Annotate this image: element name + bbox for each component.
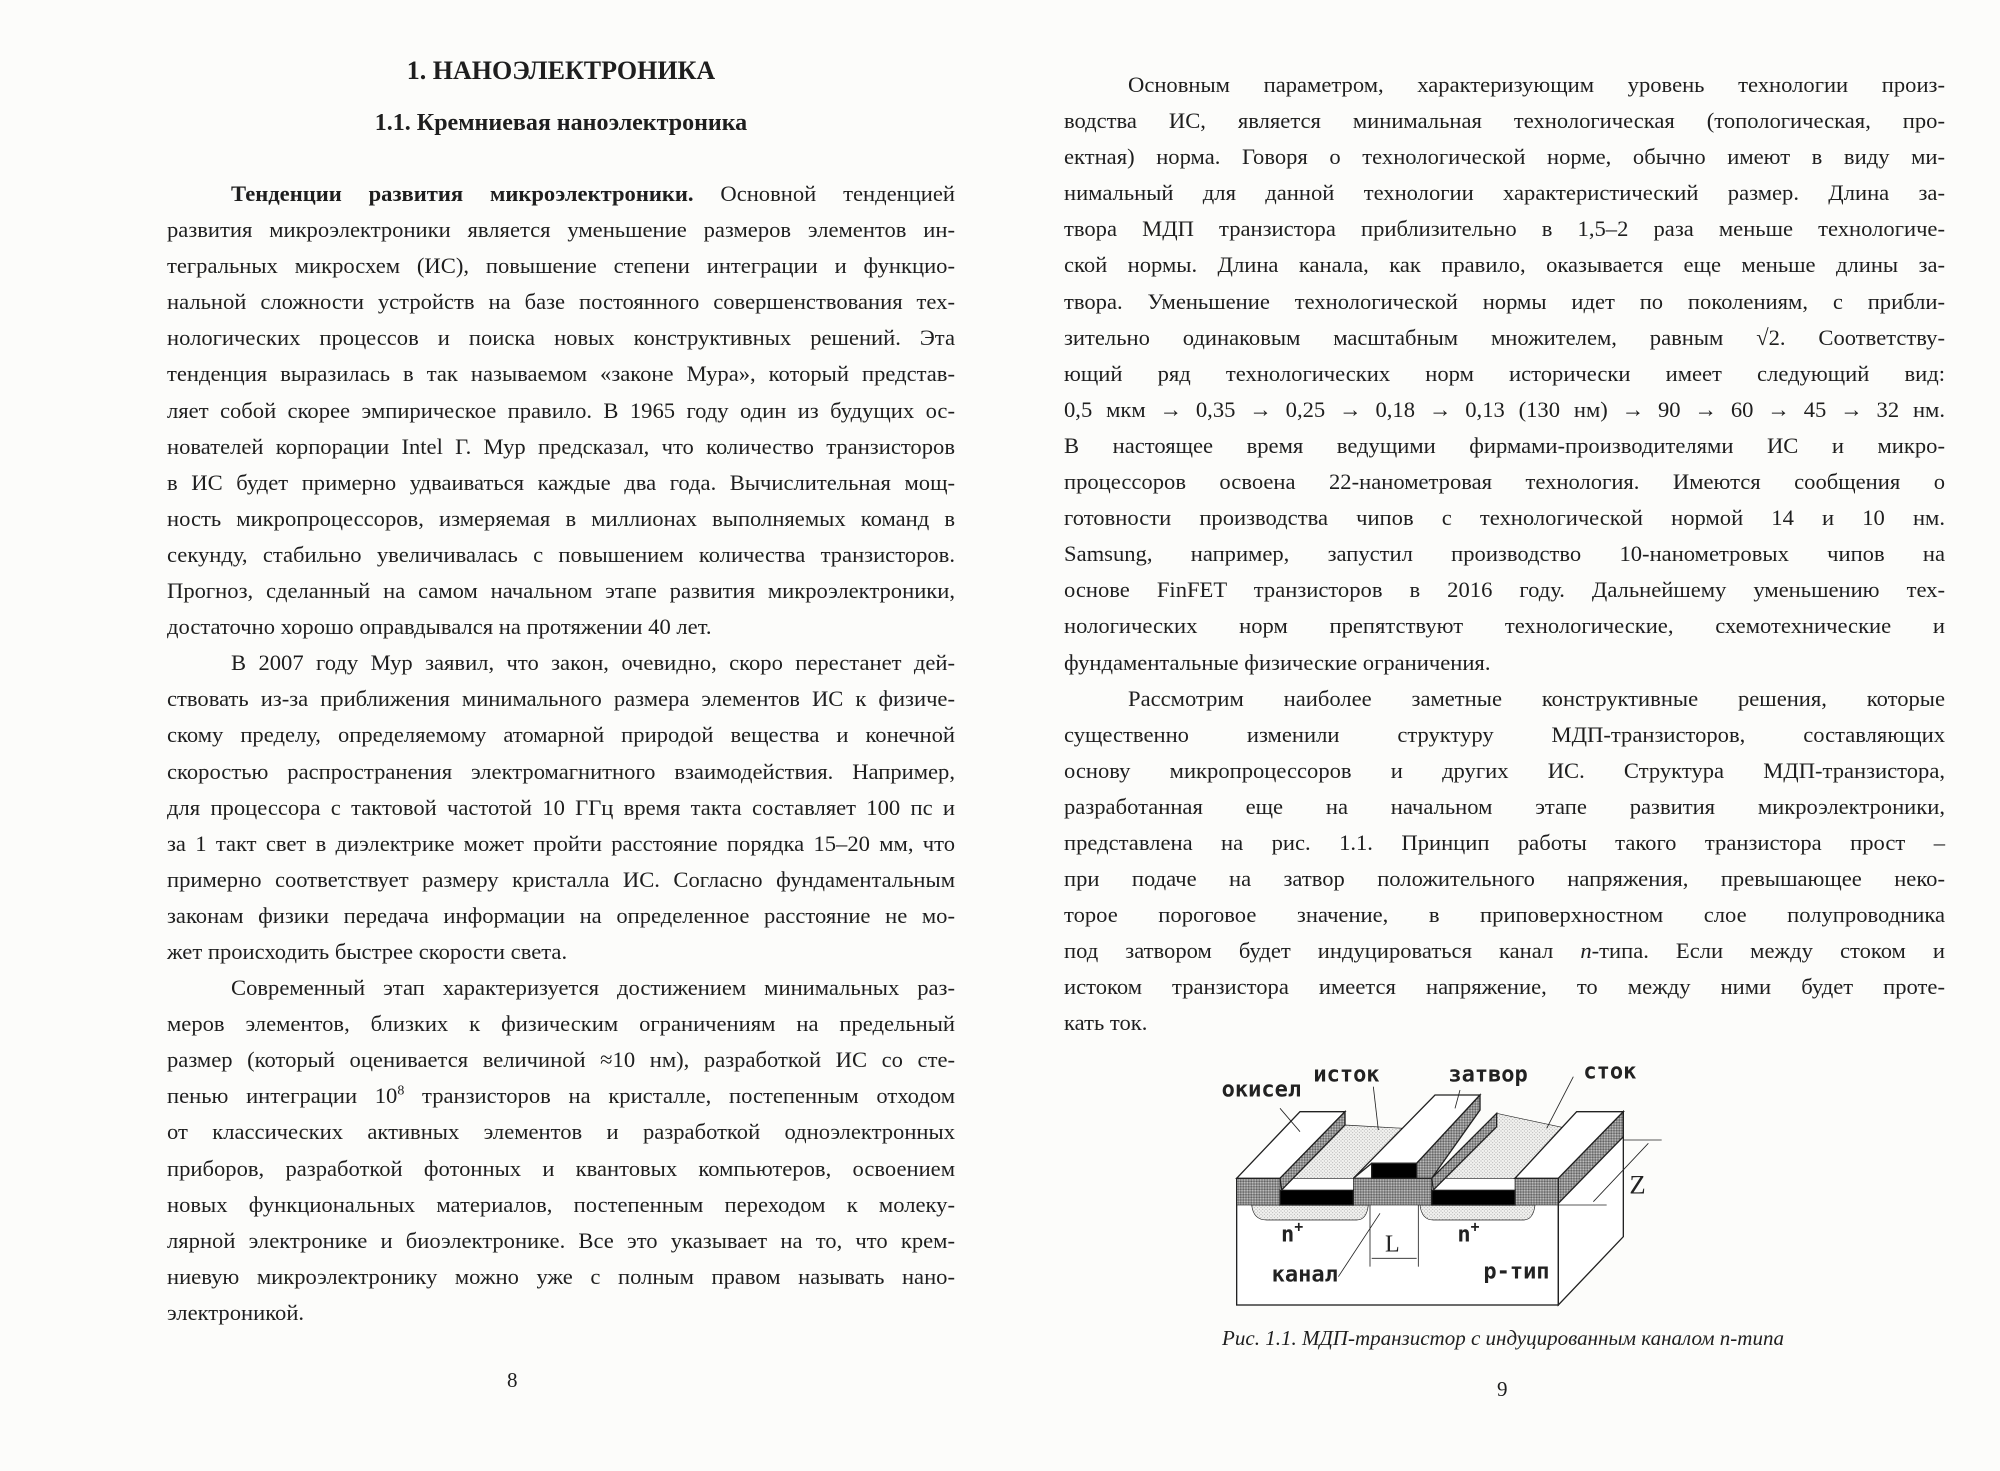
text-line: истоком транзистора имеется напряжение, то между ними будет проте- <box>1064 974 1945 1000</box>
text-line: в ИС будет примерно удваиваться каждые два года. Вычислительная мощ- <box>167 469 955 495</box>
text-line: нимальный для данной технологии характеристический размер. Длина за- <box>1064 180 1945 206</box>
n-plus-well-right <box>1420 1205 1535 1220</box>
text-line: приборов, разработкой фотонных и квантовых компьютеров, освоением <box>167 1155 955 1181</box>
figure-caption: Рис. 1.1. МДП-транзистор с индуцированным каналом n-типа <box>1222 1326 1784 1350</box>
text-line: от классических активных элементов и разработкой одноэлектронных <box>167 1119 955 1145</box>
text-line <box>167 176 955 212</box>
text-line: достаточно хорошо оправдывался на протяжении 40 лет. <box>167 614 712 640</box>
text-line: основу микропроцессоров и других ИС. Структура МДП-транзистора, <box>1064 757 1945 783</box>
text-line: ность микропроцессоров, измеряемая в миллионах выполняемых команд в <box>167 505 955 531</box>
text-line: нологических процессов и поиска новых конструктивных решений. Эта <box>167 325 955 351</box>
text-line: ектная) норма. Говоря о технологической норме, обычно имеют в виду ми- <box>1064 144 1945 170</box>
text-segment: транзисторов на кристалле, постепенным отходом <box>404 1083 955 1109</box>
text-line: законам физики передача информации на определенное расстояние не мо- <box>167 902 955 928</box>
text-line: представлена на рис. 1.1. Принцип работы такого транзистора прост – <box>1064 829 1945 855</box>
text-line: скому пределу, определяемому атомарной природой вещества и конечной <box>167 722 955 748</box>
label-drain: сток <box>1583 1059 1637 1085</box>
text-line: торое пороговое значение, в приповерхностном слое полупроводника <box>1064 902 1945 928</box>
text-line <box>167 1078 955 1114</box>
label-plus-left: + <box>1294 1218 1304 1236</box>
text-line: нологических норм препятствуют технологические, схемотехнические и <box>1064 613 1945 639</box>
text-line: Основным параметром, характеризующим уровень технологии произ- <box>1128 72 1945 97</box>
text-line: примерно соответствует размеру кристалла ИС. Согласно фундаментальным <box>167 866 955 892</box>
text-line: секунду, стабильно увеличивалась с повышением количества транзисторов. <box>167 541 955 567</box>
text-line: твора. Уменьшение технологической нормы идет по поколениям, с прибли- <box>1064 288 1945 314</box>
label-plus-right: + <box>1470 1218 1480 1236</box>
drain-contact <box>1432 1190 1515 1205</box>
text-line: развития микроэлектроники является уменьшение размеров элементов ин- <box>167 217 955 243</box>
label-gate: затвор <box>1448 1062 1528 1088</box>
text-line: скоростью распространения электромагнитного взаимодействия. Например, <box>167 758 955 784</box>
label-channel: канал <box>1271 1262 1338 1288</box>
text-line: водства ИС, является минимальная технологическая (топологическая, про- <box>1064 108 1945 134</box>
text-line: основе FinFET транзисторов в 2016 году. Дальнейшему уменьшению тех- <box>1064 577 1945 603</box>
text-line: фундаментальные физические ограничения. <box>1064 649 1491 675</box>
text-line: Samsung, например, запустил производство 10-нанометровых чипов на <box>1064 541 1945 567</box>
text-line: В 2007 году Мур заявил, что закон, очевидно, скоро перестанет дей- <box>231 650 955 676</box>
page-number-left: 8 <box>507 1368 518 1392</box>
chapter-title: 1. НАНОЭЛЕКТРОНИКА <box>406 56 716 85</box>
section-title: 1.1. Кремниевая наноэлектроника <box>374 110 748 136</box>
label-oxide: окисел <box>1221 1077 1302 1103</box>
text-line <box>1064 933 1945 969</box>
label-source: исток <box>1313 1062 1380 1088</box>
text-line: В настоящее время ведущими фирмами-производителями ИС и микро- <box>1064 432 1945 458</box>
text-line: нователей корпорации Intel Г. Мур предсказал, что количество транзисторов <box>167 433 955 459</box>
text-line: Рассмотрим наиболее заметные конструктивные решения, которые <box>1128 685 1945 711</box>
text-line: существенно изменили структуру МДП-транзисторов, составляющих <box>1064 721 1945 747</box>
text-line: тегральных микросхем (ИС), повышение степени интеграции и функцио- <box>167 253 955 279</box>
text-line: тенденция выразилась в так называемом «законе Мура», который представ- <box>167 361 955 387</box>
run-in-heading: Тенденции развития микроэлектроники. <box>231 181 694 206</box>
text-line: процессоров освоена 22-нанометровая технология. Имеются сообщения о <box>1064 469 1945 495</box>
mosfet-figure <box>1200 1050 1850 1350</box>
text-line: для процессора с тактовой частотой 10 ГГц время такта составляет 100 пс и <box>167 794 955 820</box>
label-n-plus-left: n <box>1281 1222 1295 1248</box>
text-line: меров элементов, близких к физическим ограничениям на предельный <box>167 1011 955 1037</box>
text-line: жет происходить быстрее скорости света. <box>167 938 568 964</box>
text-line: ляет собой скорее эмпирическое правило. В 1965 году один из будущих ос- <box>167 397 955 423</box>
page-number-right: 9 <box>1497 1377 1508 1401</box>
text-line: Современный этап характеризуется достижением минимальных раз- <box>231 975 955 1001</box>
text-line: при подаче на затвор положительного напряжения, превышающее неко- <box>1064 866 1945 892</box>
text-line: ющий ряд технологических норм исторически имеет следующий вид: <box>1064 360 1945 386</box>
text-segment: под затвором будет индуцироваться канал <box>1064 938 1581 964</box>
text-line: ниевую микроэлектронику можно уже с полным правом называть нано- <box>167 1263 955 1289</box>
n-plus-well-left <box>1252 1205 1369 1220</box>
text-segment: n <box>1580 938 1592 964</box>
text-segment: 8 <box>397 1083 405 1099</box>
label-n-plus-right: n <box>1457 1222 1471 1248</box>
text-line: готовности производства чипов с технологической нормой 14 и 10 нм. <box>1064 505 1945 531</box>
text-line: ской нормы. Длина канала, как правило, оказывается еще меньше длины за- <box>1064 252 1945 278</box>
text-line: зительно одинаковым масштабным множителем, равным √2. Соответству- <box>1064 324 1945 350</box>
right-page-text <box>1064 67 1945 1042</box>
label-length-l: L <box>1385 1231 1400 1258</box>
text-segment: -типа. Если между стоком и <box>1591 938 1945 964</box>
text-line: электроникой. <box>167 1299 305 1325</box>
text-line: разработанная еще на начальном этапе развития микроэлектроники, <box>1064 793 1945 819</box>
left-page-text <box>167 176 955 1331</box>
text-line: 0,5 мкм → 0,35 → 0,25 → 0,18 → 0,13 (130 нм) → 90 → 60 → 45 → 32 нм. <box>1064 396 1945 422</box>
text-line: Прогноз, сделанный на самом начальном этапе развития микроэлектроники, <box>167 578 955 604</box>
text-line: нальной сложности устройств на базе постоянного совершенствования тех- <box>167 289 955 315</box>
text-line: новых функциональных материалов, постепенным переходом к молеку- <box>167 1191 955 1217</box>
label-substrate: р-тип <box>1483 1259 1550 1285</box>
gate-electrode <box>1372 1163 1417 1178</box>
label-width-z: Z <box>1629 1169 1646 1200</box>
text-line: твора МДП транзистора приблизительно в 1,5–2 раза меньше технологиче- <box>1064 216 1945 242</box>
text-line: размер (который оценивается величиной ≈10 нм), разработкой ИС со сте- <box>167 1047 955 1073</box>
source-contact <box>1280 1190 1353 1205</box>
text-line: кать ток. <box>1064 1010 1148 1036</box>
text-line: лярной электронике и биоэлектронике. Все это указывает на то, что крем- <box>167 1227 955 1253</box>
text-line: за 1 такт свет в диэлектрике может пройти расстояние порядка 15–20 мм, что <box>167 830 955 856</box>
text-segment: пенью интеграции 10 <box>167 1083 398 1109</box>
text-segment: Основной тенденцией <box>693 181 955 206</box>
text-line: ствовать из-за приближения минимального размера элементов ИС к физиче- <box>167 686 955 712</box>
